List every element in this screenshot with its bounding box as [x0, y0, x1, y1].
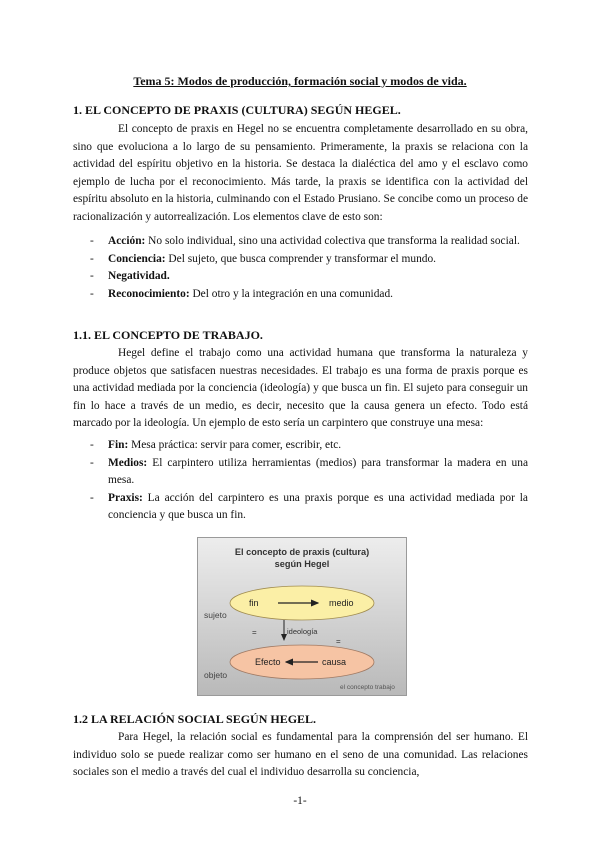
sujeto-label: sujeto [204, 610, 227, 620]
item-term: Reconocimiento: [108, 287, 190, 300]
fin-label: fin [249, 598, 259, 608]
diagram-caption: el concepto trabajo [340, 684, 395, 691]
efecto-label: Efecto [255, 657, 281, 667]
equals-left: = [252, 628, 257, 637]
bullet-dash: - [90, 491, 94, 504]
objeto-label: objeto [204, 670, 228, 680]
section-1-1-heading: 1.1. EL CONCEPTO DE TRABAJO. [73, 328, 263, 342]
list-item [73, 251, 528, 269]
item-text: Del otro y la integración en una comunidad. [189, 287, 393, 300]
list-item [73, 286, 528, 304]
bullet-dash: - [90, 235, 94, 247]
item-term: Fin: [108, 439, 129, 451]
diagram-title-line-2: según Hegel [274, 559, 330, 569]
bullet-dash: - [90, 439, 94, 451]
diagram-title-line-1: El concepto de praxis (cultura) [234, 547, 370, 557]
item-text: No solo individual, sino una actividad colectiva que transforma la realidad social. [145, 235, 520, 247]
page-number: -1- [293, 795, 307, 807]
section-1-1-paragraph: Hegel define el trabajo como una actividad humana que transforma la naturaleza y produce objetos que satisfacen nuestras necesidades. El trabajo es una forma de praxis porque es una actividad mediada por la conciencia (ideología) y que busca un fin. El sujeto para conseguir un fin lo hace a través de un medio, es decir, necesito que la causa genera un efecto. Todo está marcado por la ideología. Un ejemplo de esto sería un carpintero que construye una mesa: [73, 347, 528, 430]
item-text: El carpintero utiliza herramientas (medios) para transformar la madera en una mesa. [108, 456, 528, 487]
ideologia-label: ideología [287, 627, 318, 636]
item-term: Praxis: [108, 491, 143, 504]
item-text: Del sujeto, que busca comprender y transformar el mundo. [165, 252, 437, 265]
section-1-2-heading: 1.2 LA RELACIÓN SOCIAL SEGÚN HEGEL. [73, 712, 317, 726]
causa-label: causa [322, 657, 347, 667]
list-item [73, 437, 528, 455]
list-item [73, 455, 528, 490]
item-term: Medios: [108, 456, 148, 469]
praxis-diagram [197, 537, 407, 696]
item-term: Negatividad. [108, 270, 170, 283]
item-term: Acción: [108, 235, 146, 247]
bullet-dash: - [90, 456, 94, 469]
section-1-paragraph: El concepto de praxis en Hegel no se encuentra completamente desarrollado en su obra, sino que evoluciona a lo largo de su pensamiento. Primeramente, la praxis se relaciona con la actividad del espíritu objetivo en la historia. Se destaca la dialéctica del amo y el esclavo como ejemplo de lucha por el reconocimiento. Más tarde, la praxis se identifica con la actividad del espíritu absoluto en la historia, culminando con el Estado Prusiano. Se concibe como un proceso de racionalización y autorrealización. Los elementos clave de esto son: [73, 123, 528, 223]
bullet-dash: - [90, 252, 94, 265]
list-item [73, 268, 528, 286]
medio-label: medio [329, 598, 354, 608]
section-1-heading: 1. EL CONCEPTO DE PRAXIS (CULTURA) SEGÚN HEGEL. [73, 103, 401, 117]
item-text: La acción del carpintero es una praxis porque es una actividad mediada por la conciencia y que busca un fin. [108, 491, 528, 522]
list-item [73, 490, 528, 525]
bullet-dash: - [90, 270, 94, 283]
bullet-dash: - [90, 287, 94, 300]
item-term: Conciencia: [108, 252, 166, 265]
document-title: Tema 5: Modos de producción, formación social y modos de vida. [133, 74, 467, 88]
item-text: Mesa práctica: servir para comer, escribir, etc. [128, 439, 342, 451]
diagram-canvas [198, 538, 406, 695]
section-1-2-paragraph: Para Hegel, la relación social es fundamental para la comprensión del ser humano. El individuo solo se puede realizar como ser humano en el seno de una comunidad. Las relaciones sociales son el medio a través del cual el individuo desarrolla su conciencia, [73, 731, 528, 779]
equals-right: = [336, 637, 341, 646]
section-1-list [73, 233, 528, 303]
section-1-1-list [73, 437, 528, 525]
list-item [73, 233, 528, 251]
